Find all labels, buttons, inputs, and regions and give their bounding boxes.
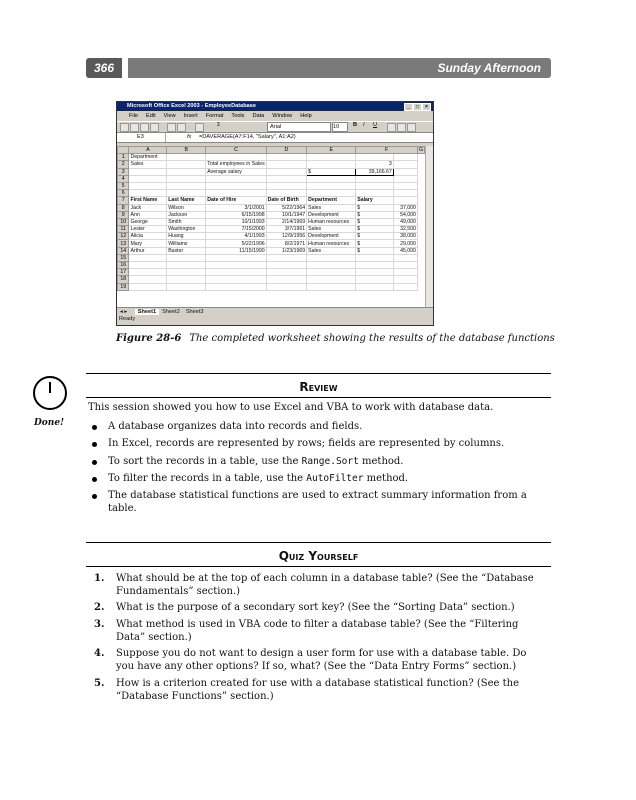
cell [167, 254, 206, 261]
cell [393, 154, 417, 161]
align-center-icon [397, 123, 406, 132]
cell: 38,000 [393, 233, 417, 240]
cell [393, 262, 417, 269]
review-item: To sort the records in a table, use the Range.Sort method. [108, 455, 533, 468]
fx-icon: fx [187, 134, 192, 140]
cell [167, 161, 206, 168]
new-icon [120, 123, 129, 132]
column-header: A [129, 147, 167, 154]
cell: 29,000 [393, 240, 417, 247]
cell [393, 168, 417, 175]
cell: Jackson [167, 211, 206, 218]
italic-icon: I [363, 122, 365, 128]
undo-icon [195, 123, 204, 132]
save-icon [140, 123, 149, 132]
cell: Washington [167, 226, 206, 233]
cell: 5/22/1964 [266, 204, 306, 211]
quiz-item-number: 1. [94, 573, 105, 584]
cell: 39,166.67 [356, 168, 394, 175]
cell [307, 262, 356, 269]
cell: Ann [129, 211, 167, 218]
cell [266, 175, 306, 182]
cell [266, 254, 306, 261]
copy-icon [167, 123, 176, 132]
cell [266, 154, 306, 161]
cell: Jack [129, 204, 167, 211]
review-heading: Review [299, 380, 338, 394]
cell [356, 269, 394, 276]
sheet-tab: Sheet2 [162, 309, 180, 315]
underline-icon: U [373, 122, 378, 128]
sheet-nav-icon: ◂ ▸ [120, 309, 128, 315]
excel-title-bar [117, 102, 433, 111]
cell [266, 182, 306, 189]
cell [129, 283, 167, 290]
cell: Baxter [167, 247, 206, 254]
cell: Sales [307, 226, 356, 233]
column-header: C [206, 147, 266, 154]
quiz-item-number: 3. [94, 619, 105, 630]
cell [266, 161, 306, 168]
cell: 2/14/1969 [266, 218, 306, 225]
quiz-item-number: 5. [94, 678, 105, 689]
quiz-item-text: How is a criterion created for use with a database statistical function? (See the “Database Functions” section.) [116, 678, 520, 702]
cell: 11/15/1990 [206, 247, 266, 254]
cell: Lester [129, 226, 167, 233]
row-header: 16 [118, 262, 129, 269]
cell [266, 283, 306, 290]
cell [206, 254, 266, 261]
minimize-icon: _ [404, 103, 413, 111]
cell: Total employees in Sales [207, 161, 265, 168]
row-header: 18 [118, 276, 129, 283]
quiz-item [94, 677, 541, 703]
formula-text: =DAVERAGE(A7:F14, "Salary", A1:A2) [199, 134, 296, 140]
name-box: E3 [119, 133, 166, 142]
cell [167, 283, 206, 290]
menu-item: File [129, 113, 139, 119]
row-header: 19 [118, 283, 129, 290]
quiz-bottom-rule [86, 566, 551, 567]
cell [129, 254, 167, 261]
cell [167, 175, 206, 182]
cell: $ [356, 204, 394, 211]
cell [206, 190, 266, 197]
cell: Smith [167, 218, 206, 225]
cell [393, 190, 417, 197]
cell: 3 [356, 161, 394, 168]
cell [393, 197, 417, 204]
column-header: F [356, 147, 418, 154]
open-icon [130, 123, 139, 132]
cell [266, 269, 306, 276]
excel-menu-bar [117, 111, 433, 121]
quiz-item [94, 572, 541, 598]
cell [307, 154, 356, 161]
cell: $ [356, 218, 394, 225]
cell: Wilson [167, 204, 206, 211]
cell [356, 262, 394, 269]
sheet-tab: Sheet3 [185, 309, 204, 315]
cell: 10/1/1947 [266, 211, 306, 218]
row-header: 17 [118, 269, 129, 276]
cell: Mary [129, 240, 167, 247]
row-header: 9 [118, 211, 129, 218]
cell [266, 276, 306, 283]
cell [206, 269, 266, 276]
cell: 54,000 [393, 211, 417, 218]
cell: Development [307, 233, 356, 240]
row-header: 6 [118, 190, 129, 197]
quiz-item-text: What method is used in VBA code to filter a database table? (See the “Filtering Data” section.) [116, 619, 519, 643]
cell [393, 276, 417, 283]
cell: 49,000 [393, 218, 417, 225]
row-header: 4 [118, 175, 129, 182]
cell [129, 269, 167, 276]
cell [307, 269, 356, 276]
vertical-scrollbar [425, 146, 434, 307]
paste-icon [177, 123, 186, 132]
cell: Average salary [206, 168, 266, 175]
quiz-item-text: Suppose you do not want to design a user form for use with a database table. Do you have any other options? If so, what? (See the “Data Entry Forms” section.) [116, 648, 527, 672]
cell [356, 182, 394, 189]
cell [206, 276, 266, 283]
cell [129, 262, 167, 269]
review-item: In Excel, records are represented by rows; fields are represented by columns. [108, 437, 533, 450]
figure-caption-text: The completed worksheet showing the results of the database functions [189, 333, 555, 344]
cell: Williams [167, 240, 206, 247]
quiz-heading: Quiz Yourself [278, 549, 359, 563]
cell [129, 190, 167, 197]
quiz-item-text: What should be at the top of each column in a database table? (See the “Database Fundamentals” section.) [116, 573, 534, 597]
font-size-box: 10 [332, 122, 348, 132]
cell: Date of Birth [266, 197, 306, 204]
cell [307, 283, 356, 290]
cell: Salary [356, 197, 394, 204]
cell: Department [129, 154, 167, 161]
cell [167, 276, 206, 283]
figure-label: Figure 28-6 [116, 333, 182, 344]
cell [206, 175, 266, 182]
cell: $ [356, 240, 394, 247]
row-header: 12 [118, 233, 129, 240]
cell: 37,000 [393, 204, 417, 211]
column-header: G [418, 147, 423, 154]
cell [393, 283, 417, 290]
cell: 5/22/1996 [206, 240, 266, 247]
align-right-icon [407, 123, 416, 132]
cell [307, 175, 356, 182]
quiz-item-number: 4. [94, 648, 105, 659]
column-header: B [167, 147, 206, 154]
cell: 7/15/2000 [206, 226, 266, 233]
cell: Sales [307, 204, 356, 211]
cell [356, 254, 394, 261]
cell: Human resources [307, 240, 356, 247]
cell: 3/7/1961 [266, 226, 306, 233]
print-icon [150, 123, 159, 132]
cell: 4/1/1993 [206, 233, 266, 240]
quiz-item [94, 618, 541, 644]
cell: George [129, 218, 167, 225]
cell: Sales [307, 247, 356, 254]
row-header: 14 [118, 247, 129, 254]
excel-formula-bar [117, 133, 433, 143]
cell: 10/1/1993 [206, 218, 266, 225]
grid-corner [118, 147, 129, 154]
cell: 3/1/2001 [206, 204, 266, 211]
page-number: 366 [86, 58, 122, 78]
cell [393, 175, 417, 182]
cell [356, 175, 394, 182]
cell: 6/15/1998 [206, 211, 266, 218]
cell [266, 168, 306, 175]
cell [206, 154, 266, 161]
cell: Sales [129, 161, 167, 168]
quiz-top-rule [86, 542, 551, 543]
cell: Arthur [129, 247, 167, 254]
sheet-tab: Sheet1 [135, 309, 159, 315]
cell [167, 154, 206, 161]
cell [393, 161, 417, 168]
review-top-rule [86, 373, 551, 374]
cell [129, 276, 167, 283]
maximize-icon: □ [413, 103, 422, 111]
cell [307, 190, 356, 197]
cell: Human resources [307, 218, 356, 225]
cell [356, 154, 394, 161]
cell: $ [356, 233, 394, 240]
cell [129, 175, 167, 182]
cell [356, 276, 394, 283]
cell [167, 262, 206, 269]
row-header: 8 [118, 204, 129, 211]
column-header: E [307, 147, 356, 154]
excel-toolbar [117, 121, 433, 133]
cell: $ [356, 247, 394, 254]
cell [129, 182, 167, 189]
review-item: The database statistical functions are used to extract summary information from a table. [108, 489, 533, 515]
done-label: Done! [34, 418, 65, 428]
cell: Development [307, 211, 356, 218]
review-item: A database organizes data into records and fields. [108, 420, 533, 433]
figure-caption [116, 333, 555, 344]
menu-item: Format [205, 113, 224, 119]
cell [393, 182, 417, 189]
menu-item: Window [272, 113, 293, 119]
cell [356, 283, 394, 290]
menu-item: Edit [146, 113, 156, 119]
cell [307, 276, 356, 283]
autosum-icon: Σ [217, 122, 221, 128]
cell: Huang [167, 233, 206, 240]
row-header: 5 [118, 182, 129, 189]
excel-window-title: Microsoft Office Excel 2003 - EmployeeDatabase [127, 103, 257, 109]
cell [206, 283, 266, 290]
cell [393, 269, 417, 276]
cell [356, 190, 394, 197]
cell: 12/9/1956 [266, 233, 306, 240]
menu-item: View [163, 113, 176, 119]
row-header: 2 [118, 161, 129, 168]
worksheet-grid [117, 146, 425, 307]
menu-item: Insert [183, 113, 198, 119]
menu-item: Help [300, 113, 312, 119]
review-bottom-rule [86, 397, 551, 398]
cell [167, 182, 206, 189]
row-header: 7 [118, 197, 129, 204]
cell [307, 254, 356, 261]
cell: $ [356, 226, 394, 233]
cell: Date of Hire [206, 197, 266, 204]
cell: Department [307, 197, 356, 204]
status-bar: Ready [117, 315, 434, 324]
cell: First Name [129, 197, 167, 204]
row-header: 15 [118, 254, 129, 261]
cell: 45,000 [393, 247, 417, 254]
cell: $ [356, 211, 394, 218]
cell [206, 182, 266, 189]
cell: 32,500 [393, 226, 417, 233]
cell: 8/2/1971 [266, 240, 306, 247]
row-header: 11 [118, 226, 129, 233]
quiz-item-number: 2. [94, 602, 105, 613]
bold-icon: B [353, 122, 358, 128]
cell [266, 262, 306, 269]
menu-item: Tools [231, 113, 245, 119]
cell: 1/23/1969 [266, 247, 306, 254]
stopwatch-icon [33, 376, 67, 410]
cell [307, 161, 356, 168]
excel-screenshot [116, 101, 434, 326]
cell [206, 262, 266, 269]
font-name-box: Arial [267, 122, 331, 132]
quiz-item [94, 601, 541, 614]
review-intro: This session showed you how to use Excel and VBA to work with database data. [88, 402, 494, 413]
row-header: 13 [118, 240, 129, 247]
column-header: D [266, 147, 306, 154]
quiz-item-text: What is the purpose of a secondary sort key? (See the “Sorting Data” section.) [116, 602, 515, 613]
cell [129, 168, 167, 175]
cell [266, 190, 306, 197]
close-icon: × [422, 103, 431, 111]
row-header: 3 [118, 168, 129, 175]
row-header: 1 [118, 154, 129, 161]
cell [167, 168, 206, 175]
cell [167, 190, 206, 197]
cell [167, 269, 206, 276]
running-header: Sunday Afternoon [128, 58, 551, 78]
cell [393, 254, 417, 261]
review-item: To filter the records in a table, use the AutoFilter method. [108, 472, 533, 485]
cell: Last Name [167, 197, 206, 204]
quiz-item [94, 647, 541, 673]
menu-item: Data [252, 113, 265, 119]
cell: Alicia [129, 233, 167, 240]
align-left-icon [387, 123, 396, 132]
row-header: 10 [118, 218, 129, 225]
cell: $ [307, 168, 356, 175]
cell [307, 182, 356, 189]
